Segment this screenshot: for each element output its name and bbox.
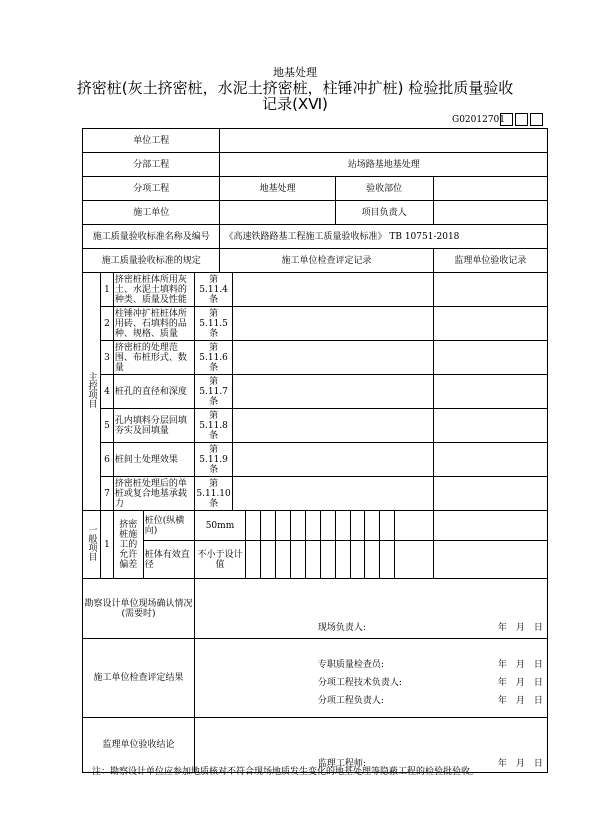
- engineer-label: 监理工程师:: [317, 759, 366, 769]
- measure-cell[interactable]: [260, 511, 275, 541]
- main-item-check[interactable]: [233, 341, 433, 375]
- inspector-label: 专职质量检查员:: [317, 660, 384, 670]
- measure-cell[interactable]: [320, 541, 335, 579]
- measure-cell[interactable]: [395, 511, 433, 541]
- measure-cell[interactable]: [320, 511, 335, 541]
- measure-cell[interactable]: [350, 511, 365, 541]
- main-item-supervision[interactable]: [433, 443, 547, 477]
- main-item-check[interactable]: [233, 375, 433, 409]
- standard-value: 《高速铁路路基工程施工质量验收标准》 TB 10751-2018: [220, 225, 548, 249]
- measure-cell[interactable]: [335, 511, 350, 541]
- sub-project-label: 分部工程: [83, 153, 220, 177]
- supervision-date: 年 月 日: [497, 759, 543, 769]
- code-box-3[interactable]: [530, 113, 543, 126]
- tech-lead-date: 年 月 日: [497, 678, 543, 688]
- main-item-desc: 桩间土处理效果: [113, 443, 194, 477]
- main-item-no: 2: [101, 307, 114, 341]
- main-item-clause: 第5.11.9条: [194, 443, 232, 477]
- main-item-clause: 第5.11.7条: [194, 375, 232, 409]
- measure-cell[interactable]: [380, 541, 395, 579]
- main-item-supervision[interactable]: [433, 375, 547, 409]
- measure-cell[interactable]: [350, 541, 365, 579]
- construction-unit-value[interactable]: [220, 201, 335, 225]
- item-lead-label: 分项工程负责人:: [317, 696, 384, 706]
- main-item-desc: 孔内填料分层回填夯实及回填量: [113, 409, 194, 443]
- item-project-value[interactable]: 地基处理: [220, 177, 335, 201]
- main-item-desc: 挤密桩的处理范围、布桩形式、数量: [113, 341, 194, 375]
- main-item-desc: 桩孔的直径和深度: [113, 375, 194, 409]
- measure-cell[interactable]: [365, 511, 380, 541]
- main-item-supervision[interactable]: [433, 273, 547, 307]
- project-manager-label: 项目负责人: [335, 201, 433, 225]
- inspection-form-table: [82, 128, 548, 773]
- survey-label: 勘察设计单位现场确认情况(需要时): [83, 579, 195, 639]
- supervision-label: 监理单位验收结论: [83, 718, 195, 773]
- project-manager-value[interactable]: [433, 201, 547, 225]
- measure-cell[interactable]: [380, 511, 395, 541]
- main-item-check[interactable]: [233, 307, 433, 341]
- measure-cell[interactable]: [365, 541, 380, 579]
- main-item-no: 1: [101, 273, 114, 307]
- main-item-supervision[interactable]: [433, 307, 547, 341]
- main-item-supervision[interactable]: [433, 341, 547, 375]
- tech-lead-label: 分项工程技术负责人:: [317, 678, 402, 688]
- inspector-date: 年 月 日: [497, 660, 543, 670]
- form-title: 挤密桩(灰土挤密桩，水泥土挤密桩，柱锤冲扩桩) 检验批质量验收: [76, 79, 514, 97]
- acceptance-part-value[interactable]: [433, 177, 547, 201]
- tolerance-name: 桩体有效直径: [143, 541, 194, 579]
- acceptance-part-label: 验收部位: [335, 177, 433, 201]
- main-item-no: 6: [101, 443, 114, 477]
- footer-note: 注：勘察设计单位应参加地质核对不符合现场地质发生变化的地基处理等隐蔽工程的检验批验收。: [92, 767, 480, 777]
- general-item-no: 1: [101, 511, 114, 579]
- main-item-clause: 第5.11.5条: [194, 307, 232, 341]
- main-item-check[interactable]: [233, 477, 433, 511]
- form-code: G02012701: [452, 115, 505, 125]
- unit-project-label: 单位工程: [83, 129, 220, 153]
- construction-eval-content[interactable]: [194, 639, 547, 718]
- main-item-desc: 柱锤冲扩桩桩体所用砖、石填料的品种、规格、质量: [113, 307, 194, 341]
- construction-eval-label: 施工单位检查评定结果: [83, 639, 195, 718]
- measure-cell[interactable]: [275, 511, 290, 541]
- main-item-clause: 第5.11.8条: [194, 409, 232, 443]
- main-control-label: 主控项目: [83, 273, 101, 511]
- main-item-clause: 第5.11.6条: [194, 341, 232, 375]
- measure-cell[interactable]: [395, 541, 433, 579]
- general-label: 一般项目: [83, 511, 101, 579]
- measure-cell[interactable]: [246, 511, 261, 541]
- measure-cell[interactable]: [290, 541, 305, 579]
- code-box-1[interactable]: [500, 113, 513, 126]
- survey-content[interactable]: [194, 579, 547, 639]
- column-construction-check: 施工单位检查评定记录: [220, 249, 433, 273]
- sub-project-value[interactable]: 站场路基地基处理: [220, 153, 548, 177]
- form-title-line2: 记录(ⅩⅥ): [262, 95, 328, 113]
- code-box-2[interactable]: [515, 113, 528, 126]
- main-item-no: 3: [101, 341, 114, 375]
- column-supervision-check: 监理单位验收记录: [433, 249, 547, 273]
- general-supervision[interactable]: [433, 541, 547, 579]
- main-item-supervision[interactable]: [433, 409, 547, 443]
- main-item-desc: 挤密桩处理后的单桩或复合地基承载力: [113, 477, 194, 511]
- tolerance-value: 50mm: [194, 511, 245, 541]
- main-item-clause: 第5.11.4条: [194, 273, 232, 307]
- item-project-label: 分项工程: [83, 177, 220, 201]
- measure-cell[interactable]: [335, 541, 350, 579]
- column-standard: 施工质量验收标准的规定: [83, 249, 220, 273]
- measure-cell[interactable]: [260, 541, 275, 579]
- measure-cell[interactable]: [290, 511, 305, 541]
- main-item-check[interactable]: [233, 273, 433, 307]
- tolerance-name: 桩位(纵横向): [143, 511, 194, 541]
- main-item-desc: 挤密桩桩体所用灰土、水泥土填料的种类、质量及性能: [113, 273, 194, 307]
- main-item-no: 5: [101, 409, 114, 443]
- measure-cell[interactable]: [305, 541, 320, 579]
- site-person-label: 现场负责人:: [317, 623, 366, 633]
- unit-project-value[interactable]: [220, 129, 548, 153]
- construction-unit-label: 施工单位: [83, 201, 220, 225]
- item-lead-date: 年 月 日: [497, 696, 543, 706]
- category-label: 地基处理: [273, 66, 317, 79]
- measure-cell[interactable]: [275, 541, 290, 579]
- general-supervision[interactable]: [433, 511, 547, 541]
- standard-label: 施工质量验收标准名称及编号: [83, 225, 220, 249]
- survey-date: 年 月 日: [497, 623, 543, 633]
- measure-cell[interactable]: [305, 511, 320, 541]
- main-item-clause: 第5.11.10条: [196, 478, 231, 509]
- main-item-supervision[interactable]: [433, 477, 547, 511]
- main-item-check[interactable]: [233, 409, 433, 443]
- main-item-no: 4: [101, 375, 114, 409]
- measure-cell[interactable]: [246, 541, 261, 579]
- main-item-check[interactable]: [233, 443, 433, 477]
- main-item-no: 7: [101, 477, 114, 511]
- tolerance-value: 不小于设计值: [194, 541, 245, 579]
- general-item-name: 挤密桩施工的允许偏差: [113, 511, 143, 579]
